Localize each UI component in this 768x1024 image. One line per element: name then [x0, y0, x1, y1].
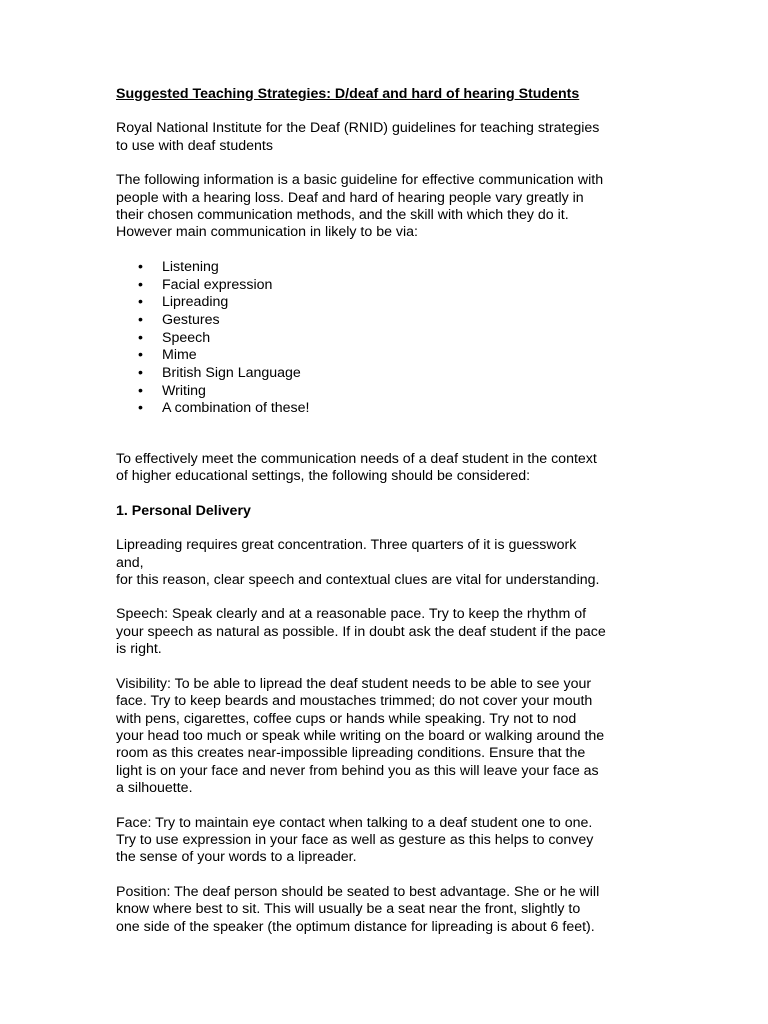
position-paragraph: [116, 884, 656, 936]
list-item: [116, 383, 656, 401]
lipreading-paragraph: [116, 537, 656, 589]
paragraph-line: Lipreading requires great concentration. Three quarters of it is guesswork: [116, 537, 577, 554]
bullet-icon: •: [138, 258, 143, 275]
face-paragraph: [116, 815, 656, 867]
intro-paragraph: [116, 120, 656, 155]
list-item: [116, 259, 656, 277]
visibility-paragraph: [116, 676, 656, 798]
list-item: [116, 400, 656, 418]
list-item-label: Gestures: [162, 311, 220, 328]
paragraph-line: your speech as natural as possible. If in doubt ask the deaf student if the pace: [116, 623, 606, 640]
paragraph-line: their chosen communication methods, and the skill with which they do it.: [116, 207, 569, 224]
list-item-label: Listening: [162, 258, 219, 275]
paragraph-line: a silhouette.: [116, 780, 193, 797]
document-title: Suggested Teaching Strategies: D/deaf and hard of hearing Students: [116, 86, 580, 102]
paragraph-line: face. Try to keep beards and moustaches trimmed; do not cover your mouth: [116, 693, 593, 710]
list-item: [116, 312, 656, 330]
bullet-icon: •: [138, 382, 143, 399]
paragraph-line: with pens, cigarettes, coffee cups or hands while speaking. Try not to nod: [116, 710, 577, 727]
paragraph-line: of higher educational settings, the following should be considered:: [116, 468, 531, 485]
paragraph-line: To effectively meet the communication needs of a deaf student in the context: [116, 451, 597, 468]
paragraph-line: your head too much or speak while writing on the board or walking around the: [116, 727, 605, 744]
paragraph-line: and,: [116, 554, 144, 571]
paragraph-line: people with a hearing loss. Deaf and hard of hearing people vary greatly in: [116, 189, 584, 206]
list-item: [116, 330, 656, 348]
list-item-label: A combination of these!: [162, 400, 310, 417]
paragraph-line: know where best to sit. This will usually be a seat near the front, slightly to: [116, 901, 581, 918]
paragraph-line: to use with deaf students: [116, 137, 273, 154]
paragraph-line: room as this creates near-impossible lipreading conditions. Ensure that the: [116, 745, 586, 762]
paragraph-line: Try to use expression in your face as well as gesture as this helps to convey: [116, 831, 594, 848]
list-item-label: British Sign Language: [162, 364, 301, 381]
info-paragraph: [116, 172, 656, 242]
paragraph-line: Speech: Speak clearly and at a reasonable pace. Try to keep the rhythm of: [116, 606, 587, 623]
paragraph-line: Position: The deaf person should be seated to best advantage. She or he will: [116, 883, 600, 900]
paragraph-line: the sense of your words to a lipreader.: [116, 849, 357, 866]
paragraph-line: is right.: [116, 641, 162, 658]
section-heading: 1. Personal Delivery: [116, 502, 251, 519]
paragraph-line: The following information is a basic guideline for effective communication with: [116, 172, 604, 189]
bullet-icon: •: [138, 276, 143, 293]
list-item: [116, 347, 656, 365]
bullet-icon: •: [138, 364, 143, 381]
paragraph-line: light is on your face and never from behind you as this will leave your face as: [116, 762, 599, 779]
paragraph-line: for this reason, clear speech and contextual clues are vital for understanding.: [116, 572, 600, 589]
speech-paragraph: [116, 606, 656, 658]
bullet-icon: •: [138, 400, 143, 417]
bullet-icon: •: [138, 329, 143, 346]
list-item-label: Mime: [162, 347, 197, 364]
list-item: [116, 294, 656, 312]
paragraph-line: one side of the speaker (the optimum distance for lipreading is about 6 feet).: [116, 918, 595, 935]
bullet-icon: •: [138, 311, 143, 328]
communication-methods-list: [116, 259, 656, 418]
list-item-label: Lipreading: [162, 294, 229, 311]
paragraph-line: Visibility: To be able to lipread the deaf student needs to be able to see your: [116, 675, 592, 692]
paragraph-line: However main communication in likely to be via:: [116, 224, 419, 241]
list-item: [116, 365, 656, 383]
document-page: [116, 86, 656, 953]
bullet-icon: •: [138, 294, 143, 311]
list-item-label: Facial expression: [162, 276, 273, 293]
list-item-label: Speech: [162, 329, 211, 346]
bullet-icon: •: [138, 347, 143, 364]
list-item-label: Writing: [162, 382, 206, 399]
paragraph-line: Royal National Institute for the Deaf (RNID) guidelines for teaching strategies: [116, 120, 600, 137]
list-item: [116, 277, 656, 295]
context-paragraph: [116, 451, 656, 486]
paragraph-line: Face: Try to maintain eye contact when talking to a deaf student one to one.: [116, 814, 593, 831]
